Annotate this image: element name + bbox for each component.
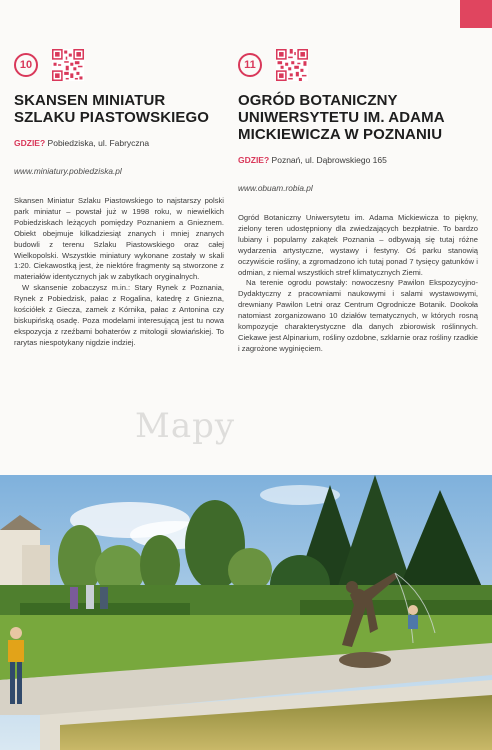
page-corner-tab: [460, 0, 492, 28]
description-paragraph: Na terenie ogrodu powstały: nowoczesny Pawilon Ekspozycyjno-Dydaktyczny z pracowniami naukowymi i salami wystawowymi, drewniany Pawilon Letni oraz Centrum Ogrodnicze Botanik. Dookoła natomiast zorganizowano 10 działów tematycznych, w których rosną kompozycje charakterystyczne dla danych zbiorowisk roślinnych. Ciekawe jest Alpinarium, rośliny ozdobne, szklarnie oraz rośliny rzadkie i zagrożone wyginięciem.: [238, 278, 478, 353]
where-label: GDZIE?: [238, 155, 270, 165]
where-label: GDZIE?: [14, 138, 46, 148]
entry-number-badge: 11: [238, 53, 262, 77]
entry-11: [238, 48, 478, 355]
entry-description: [238, 213, 478, 355]
entry-title: OGRÓD BOTANICZNY UNIWERSYTETU IM. ADAMA MICKIEWICZA W POZNANIU: [238, 92, 445, 143]
entry-location: [14, 138, 224, 149]
entry-10: [14, 48, 224, 349]
entry-website-link[interactable]: www.obuam.robia.pl: [238, 183, 313, 193]
qr-code-icon: [276, 49, 308, 81]
entry-location: [238, 155, 478, 166]
description-paragraph: Skansen Miniatur Szlaku Piastowskiego to najstarszy polski park miniatur – powstał już w 1998 roku, w niewielkich Pobiedziskach leżących pomiędzy Poznaniem a Gnieznem. Obiekt obejmuje kilkadziesiąt znanych i mniej znanych budowli z terenu Szlaku Piastowskiego oraz całej Wielkopolski. Wszystkie miniatury wykonane zostały w skali 1:20. Ciekawostką jest, że niektóre fragmenty są stworzone z materiałów identycznych jak w zabytkach oryginalnych.: [14, 196, 224, 282]
description-paragraph: W skansenie zobaczysz m.in.: Stary Rynek z Poznania, Rynek z Pobiedzisk, pałac z Rogalina, katedrę z Gniezna, kościółek z Giecza, zamek z Kórnika, pałac z Antonina czy biskupińską osadę. Poza modelami interesującą jest tu nowa ekspozycja z rzeźbami bohaterów z mitologii słowiańskiej. To rarytas niespotykany nigdzie indziej.: [14, 283, 224, 347]
where-value: Poznań, ul. Dąbrowskiego 165: [271, 155, 387, 165]
entry-number-badge: 10: [14, 53, 38, 77]
watermark-text: Mapy: [135, 406, 236, 446]
entry-title: SKANSEN MINIATUR SZLAKU PIASTOWSKIEGO: [14, 92, 210, 126]
entry-description: [14, 196, 224, 349]
where-value: Pobiedziska, ul. Fabryczna: [47, 138, 150, 148]
description-paragraph: Ogród Botaniczny Uniwersytetu im. Adama Mickiewicza to piękny, zielony teren udostępniony dla zwiedzających bezpłatnie. To bardzo lubiany i popularny zakątek Poznania – odbywają się tutaj różne wydarzenia artystyczne, wystawy i festyny. Oś parku stanowią oczywiście rośliny, a zgromadzono ich tutaj ponad 7 tysięcy gatunków i odmian, z niemal wszystkich stref klimatycznych Ziemi.: [238, 213, 478, 277]
qr-code-icon: [52, 49, 84, 81]
entry-website-link[interactable]: www.miniatury.pobiedziska.pl: [14, 166, 122, 176]
garden-fountain-photo: [0, 475, 492, 750]
